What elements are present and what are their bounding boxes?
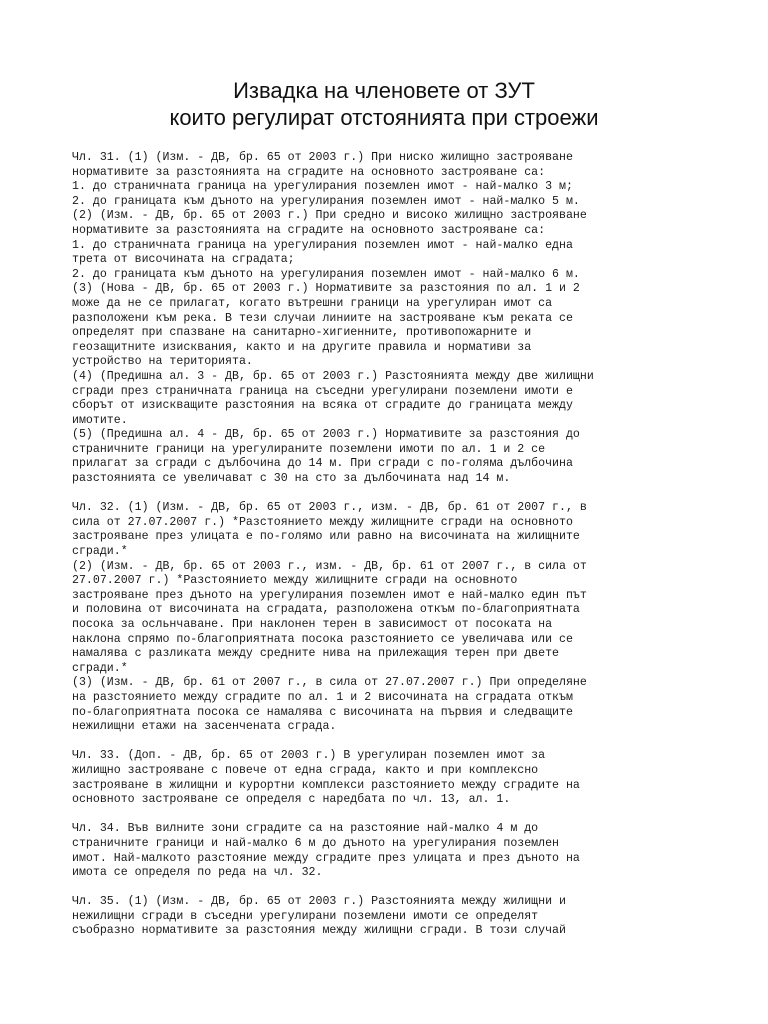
text-line: устройство на територията. (72, 355, 253, 369)
text-line: жилищно застрояване с повече от една сграда, както и при комплексно (72, 763, 539, 777)
text-line: (3) (Нова - ДВ, бр. 65 от 2003 г.) Нормативите за разстояния по ал. 1 и 2 (72, 282, 580, 296)
text-line: сила от 27.07.2007 г.) *Разстоянието между жилищните сгради на основното (72, 515, 573, 529)
text-line: имота се определя по реда на чл. 32. (72, 866, 323, 880)
text-line: Чл. 31. (1) (Изм. - ДВ, бр. 65 от 2003 г.) При ниско жилищно застрояване (72, 151, 573, 164)
text-line: застрояване в жилищни и курортни комплекси разстоянието между сградите на (72, 778, 580, 792)
document-title-line-2: които регулират отстоянията при строежи (169, 105, 599, 130)
text-line: Чл. 35. (1) (Изм. - ДВ, бр. 65 от 2003 г.) Разстоянията между жилищни и (72, 895, 566, 909)
text-line: 27.07.2007 г.) *Разстоянието между жилищните сгради на основното (72, 574, 518, 588)
text-line: разстоянията се увеличават с 30 на сто за дълбочината над 14 м. (72, 472, 511, 486)
text-line: 1. до страничната граница на урегулирания поземлен имот - най-малко 3 м; (72, 180, 573, 194)
text-line: страничните граници и най-малко 6 м до дъното на урегулирания поземлен (72, 836, 560, 850)
text-line: нормативите за разстоянията на сградите на основното застрояване са: (72, 165, 546, 179)
text-line: Чл. 34. Във вилните зони сградите са на разстояние най-малко 4 м до (72, 822, 539, 836)
text-line: разположени към река. В тези случаи линиите на застрояване към реката се (72, 311, 573, 325)
text-line: на разстоянието между сградите по ал. 1 и 2 височината на сградата откъм (72, 690, 573, 704)
paragraph-gap (72, 881, 712, 896)
text-line: съобразно нормативите за разстояния между жилищни сгради. В този случай (72, 924, 566, 938)
text-line: намалява с разликата между средните нива на прилежащия терен при двете (72, 647, 560, 661)
text-line: сгради през страничната граница на съседни урегулирани поземлени имоти е (72, 384, 573, 398)
text-line: (5) (Предишна ал. 4 - ДВ, бр. 65 от 2003 г.) Нормативите за разстояния до (72, 428, 580, 442)
text-line: имот. Най-малкото разстояние между сградите през улицата и през дъното на (72, 851, 580, 865)
article-paragraph (72, 822, 712, 880)
paragraph-gap (72, 735, 712, 750)
text-line: 2. до границата към дъното на урегулирания поземлен имот - най-малко 5 м. (72, 194, 580, 208)
text-line: Чл. 32. (1) (Изм. - ДВ, бр. 65 от 2003 г., изм. - ДВ, бр. 61 от 2007 г., в (72, 501, 587, 515)
article-paragraph (72, 501, 712, 735)
text-line: (3) (Изм. - ДВ, бр. 61 от 2007 г., в сила от 27.07.2007 г.) При определяне (72, 676, 587, 690)
article-paragraph (72, 895, 712, 939)
text-line: страничните граници на урегулираните поземлени имоти по ал. 1 и 2 се (72, 442, 546, 456)
text-line: сгради.* (72, 661, 128, 675)
text-line: застрояване през дъното на урегулирания поземлен имот е най-малко един път (72, 588, 587, 602)
text-line: нормативите за разстоянията на сградите на основното застрояване са: (72, 223, 546, 237)
text-line: може да не се прилагат, когато вътрешни граници на урегулиран имот са (72, 296, 553, 310)
text-line: прилагат за сгради с дълбочина до 14 м. При сгради с по-голяма дълбочина (72, 457, 573, 471)
text-line: нежилищни етажи на засенчената сграда. (72, 720, 337, 734)
article-paragraph (72, 151, 712, 487)
document-title-line-1: Извадка на членовете от ЗУТ (233, 78, 535, 103)
document-body (72, 151, 712, 939)
text-line: нежилищни сгради в съседни урегулирани поземлени имоти се определят (72, 909, 539, 923)
text-line: геозащитните изисквания, както и на другите правила и нормативи за (72, 340, 532, 354)
text-line: 1. до страничната граница на урегулирания поземлен имот - най-малко една (72, 238, 573, 252)
text-line: сгради.* (72, 545, 128, 559)
paragraph-gap (72, 487, 712, 502)
text-line: сборът от изискващите разстояния на всяка от сградите до границата между (72, 399, 573, 413)
text-line: (2) (Изм. - ДВ, бр. 65 от 2003 г., изм. - ДВ, бр. 61 от 2007 г., в сила от (72, 559, 587, 573)
text-line: наклона спрямо по-благоприятната посока разстоянието се увеличава или се (72, 632, 573, 646)
article-paragraph (72, 749, 712, 807)
text-line: посока за осльнчаване. При наклонен терен в зависимост от посоката на (72, 618, 553, 631)
text-line: по-благоприятната посока се намалява с височината на първия и следващите (72, 705, 573, 719)
text-line: и половина от височината на сградата, разположена откъм по-благоприятната (72, 603, 580, 617)
text-line: определят при спазване на санитарно-хигиенните, противопожарните и (72, 326, 532, 340)
paragraph-gap (72, 808, 712, 823)
text-line: застрояване през улицата е по-голямо или равно на височината на жилищните (72, 530, 580, 544)
text-line: основното застрояване се определя с наредбата по чл. 13, ал. 1. (72, 793, 511, 807)
text-line: имотите. (72, 413, 128, 427)
text-line: (4) (Предишна ал. 3 - ДВ, бр. 65 от 2003 г.) Разстоянията между две жилищни (72, 369, 594, 383)
text-line: Чл. 33. (Доп. - ДВ, бр. 65 от 2003 г.) В урегулиран поземлен имот за (72, 749, 546, 763)
text-line: (2) (Изм. - ДВ, бр. 65 от 2003 г.) При средно и високо жилищно застрояване (72, 209, 587, 223)
text-line: 2. до границата към дъното на урегулирания поземлен имот - най-малко 6 м. (72, 267, 580, 281)
text-line: трета от височината на сградата; (72, 253, 295, 267)
